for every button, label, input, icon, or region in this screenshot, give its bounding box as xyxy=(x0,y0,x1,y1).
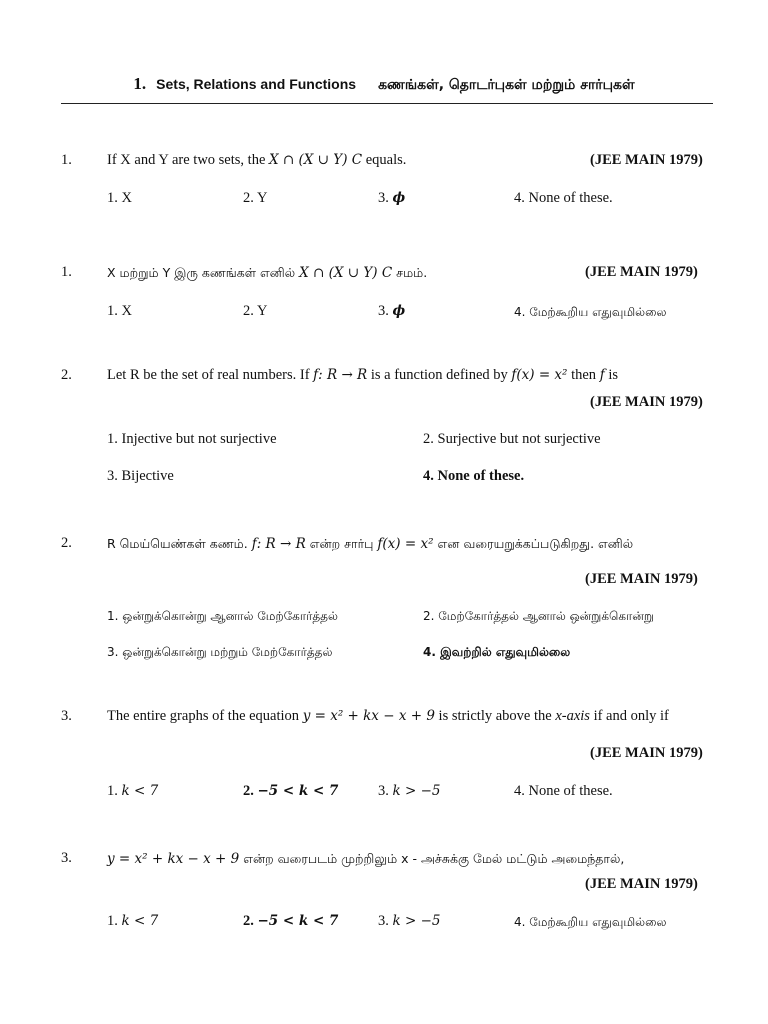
exam-source: (JEE MAIN 1979) xyxy=(585,264,698,280)
option-expression: −5 < k < 7 xyxy=(257,913,339,929)
q2-ta-suffix: என வரையறுக்கப்படுகிறது. எனில் xyxy=(437,536,634,551)
q2-en-prefix: Let R be the set of real numbers. If xyxy=(107,367,310,383)
q1-en-option-3 xyxy=(378,190,405,207)
q3-en-prefix: The entire graphs of the equation xyxy=(107,708,300,724)
q2-ta-option-2: 2. மேற்கோர்த்தல் ஆனால் ஒன்றுக்கொன்று xyxy=(423,609,654,623)
question-number: 2. xyxy=(61,367,72,383)
option-label: 3. xyxy=(378,303,389,319)
q2-en-middle: is a function defined by xyxy=(370,367,508,383)
q3-en-middle: is strictly above the xyxy=(438,708,552,724)
q1-ta-option-2: 2. Y xyxy=(243,303,268,319)
empty-set-symbol: 𝝓 xyxy=(392,190,406,206)
q2-en-function-map: f: R → R xyxy=(313,367,368,383)
q2-en-then: then xyxy=(571,367,597,383)
option-label: 3. xyxy=(378,190,389,206)
q2-ta-function-def: f(x) = x² xyxy=(377,536,434,552)
q2-ta-middle: என்ற சார்பு xyxy=(309,536,374,551)
option-expression: k < 7 xyxy=(121,783,159,799)
question-3-en-text xyxy=(107,708,669,725)
q1-en-prefix: If X and Y are two sets, the xyxy=(107,152,266,168)
question-number: 2. xyxy=(61,535,72,551)
q2-en-option-2: 2. Surjective but not surjective xyxy=(423,431,601,447)
q1-en-option-1: 1. X xyxy=(107,190,132,206)
q1-ta-suffix: சமம். xyxy=(396,265,428,280)
question-number: 1. xyxy=(61,152,72,168)
q1-en-option-4: 4. None of these. xyxy=(514,190,613,206)
q2-en-f: f xyxy=(599,367,605,383)
q3-ta-suffix: என்ற வரைபடம் முற்றிலும் x - அச்சுக்கு மேல் மட்டும் அமைந்தால், xyxy=(243,851,625,866)
question-1-ta-text xyxy=(107,264,427,282)
question-number: 3. xyxy=(61,850,72,866)
q3-en-axis: x-axis xyxy=(555,708,590,724)
q3-en-option-3 xyxy=(378,783,440,800)
option-label: 2. xyxy=(243,913,254,929)
option-label: 3. xyxy=(378,913,389,929)
question-2-en-text xyxy=(107,367,618,384)
chapter-title-english: Sets, Relations and Functions xyxy=(156,76,357,92)
option-expression: k > −5 xyxy=(392,783,441,799)
option-expression: −5 < k < 7 xyxy=(257,783,339,799)
q1-ta-option-1: 1. X xyxy=(107,303,132,319)
q2-ta-function-map: f: R → R xyxy=(251,536,306,552)
q2-en-function-def: f(x) = x² xyxy=(511,367,568,383)
q3-ta-option-4: 4. மேற்கூறிய எதுவுமில்லை xyxy=(514,915,667,929)
question-number: 3. xyxy=(61,708,72,724)
q3-en-option-1 xyxy=(107,783,158,800)
q1-ta-prefix: X மற்றும் Y இரு கணங்கள் எனில் xyxy=(107,265,296,280)
q3-en-suffix: if and only if xyxy=(593,708,669,724)
exam-source: (JEE MAIN 1979) xyxy=(585,571,698,587)
q2-ta-prefix: R மெய்யெண்கள் கணம். xyxy=(107,536,248,551)
q1-en-suffix: equals. xyxy=(365,152,407,168)
q2-ta-option-1: 1. ஒன்றுக்கொன்று ஆனால் மேற்கோர்த்தல் xyxy=(107,609,338,623)
option-label: 3. xyxy=(378,783,389,799)
q3-ta-option-2 xyxy=(243,913,338,930)
q1-en-option-2: 2. Y xyxy=(243,190,268,206)
question-1-en-text xyxy=(107,152,406,169)
q1-ta-option-4: 4. மேற்கூறிய எதுவுமில்லை xyxy=(514,305,667,319)
exam-source: (JEE MAIN 1979) xyxy=(590,394,703,410)
q1-ta-expression: X ∩ (X ∪ Y) C xyxy=(299,265,393,281)
option-expression: k > −5 xyxy=(392,913,441,929)
q3-en-option-4: 4. None of these. xyxy=(514,783,613,799)
exam-source: (JEE MAIN 1979) xyxy=(590,152,703,168)
question-number: 1. xyxy=(61,264,72,280)
question-3-ta-text xyxy=(107,850,624,868)
option-expression: k < 7 xyxy=(121,913,159,929)
page-title xyxy=(0,74,768,95)
q2-en-option-4: 4. None of these. xyxy=(423,468,525,484)
header-divider xyxy=(61,103,713,104)
q3-ta-option-1 xyxy=(107,913,158,930)
question-2-ta-text xyxy=(107,535,633,553)
q1-ta-option-3 xyxy=(378,303,405,320)
q3-en-equation: y = x² + kx − x + 9 xyxy=(302,708,435,724)
q2-en-is: is xyxy=(608,367,618,383)
option-label: 2. xyxy=(243,783,254,799)
option-label: 1. xyxy=(107,783,118,799)
empty-set-symbol: 𝝓 xyxy=(392,303,406,319)
chapter-number: 1. xyxy=(133,74,147,93)
exam-source: (JEE MAIN 1979) xyxy=(585,876,698,892)
q3-ta-option-3 xyxy=(378,913,440,930)
q2-ta-option-3: 3. ஒன்றுக்கொன்று மற்றும் மேற்கோர்த்தல் xyxy=(107,645,333,659)
q2-en-option-3: 3. Bijective xyxy=(107,468,174,484)
q3-en-option-2 xyxy=(243,783,338,800)
option-label: 1. xyxy=(107,913,118,929)
q3-ta-equation: y = x² + kx − x + 9 xyxy=(107,851,240,867)
q1-en-expression: X ∩ (X ∪ Y) C xyxy=(269,152,363,168)
exam-source: (JEE MAIN 1979) xyxy=(590,745,703,761)
q2-ta-option-4: 4. இவற்றில் எதுவுமில்லை xyxy=(423,645,571,659)
q2-en-option-1: 1. Injective but not surjective xyxy=(107,431,277,447)
chapter-title-tamil: கணங்கள், தொடர்புகள் மற்றும் சார்புகள் xyxy=(378,77,635,93)
